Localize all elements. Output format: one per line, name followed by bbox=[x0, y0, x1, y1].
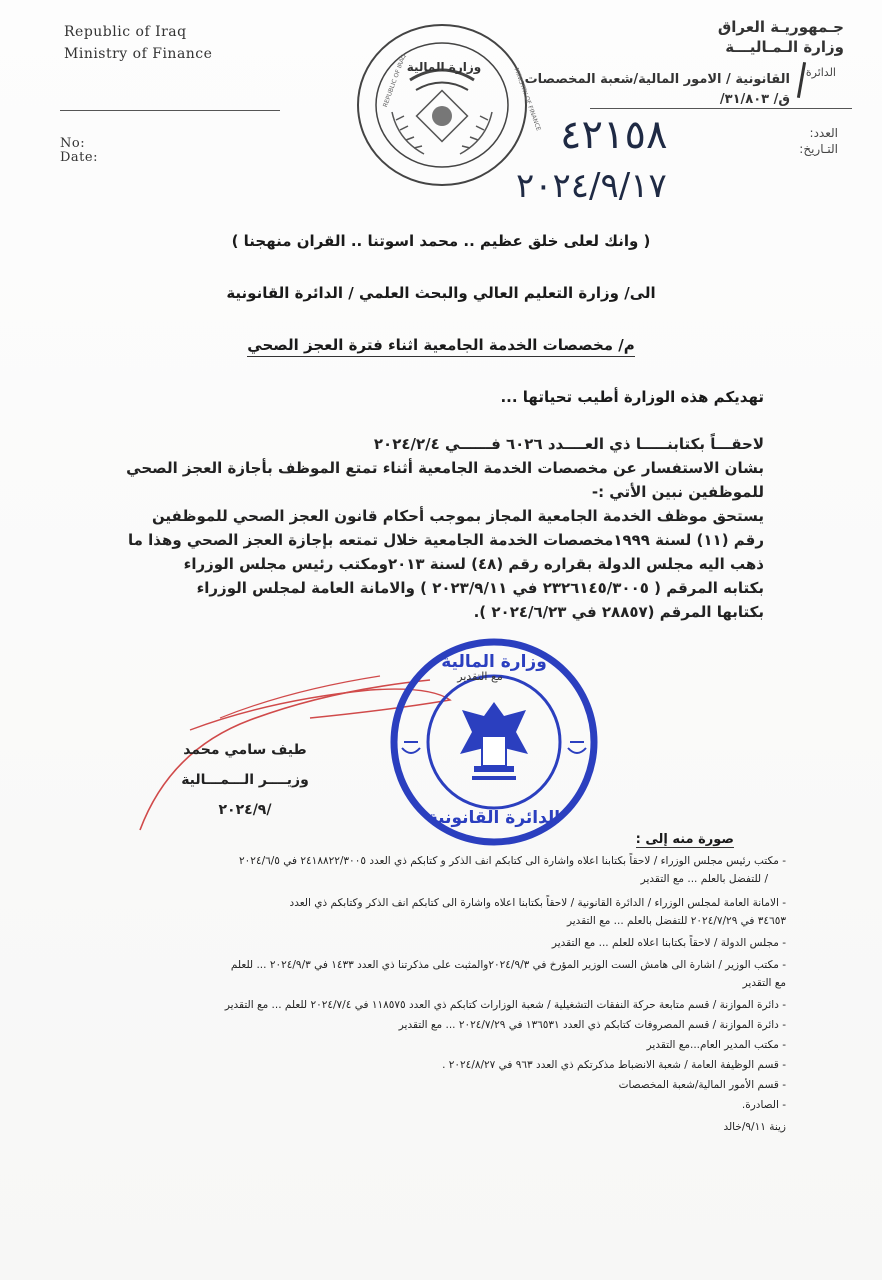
cc-item: مع التقدير bbox=[742, 977, 786, 989]
header-ar-country: جـمهوريـة العراق bbox=[717, 18, 844, 36]
header-ar-dept-value: القانونية / الامور المالية/شعبة المخصصات bbox=[524, 72, 790, 87]
para1-line3: للموظفين نبين الأتي :- bbox=[591, 483, 764, 501]
header-en-ministry: Ministry of Finance bbox=[64, 46, 213, 62]
cc-item: - دائرة الموازنة / قسم متابعة حركة النفقات التشغيلية / شعبة الوزارات كتابكم ذي العدد ١١٨٥٧٥ في ٢٠٢٤/٧/٤ للعلم ... مع التقدير bbox=[224, 999, 786, 1011]
header-ar-dept-label: الدائرة bbox=[805, 66, 836, 79]
header-ar-ref: ق/ ٣١/٨٠٣/ bbox=[719, 92, 790, 107]
letter-greeting: تهديكم هذه الوزارة أطيب تحياتها ... bbox=[500, 388, 764, 406]
emblem-ring-right: MINISTRY OF FINANCE bbox=[512, 67, 542, 132]
letter-body bbox=[100, 432, 764, 624]
cc-item: - مكتب الوزير / اشارة الى هامش الست الوزير المؤرخ في ٢٠٢٤/٩/٣والمثبت على مذكرتنا ذي العدد ١٤٣٣ في ٢٠٢٤/٩/٣ ... للعلم bbox=[230, 959, 786, 971]
letter-recipient: الى/ وزارة التعليم العالي والبحث العلمي / الدائرة القانونية bbox=[226, 284, 656, 302]
cc-heading bbox=[636, 832, 734, 847]
header-ar-no: العدد: bbox=[809, 126, 838, 140]
cc-item: - مجلس الدولة / لاحقاً بكتابنا اعلاه للعلم ... مع التقدير bbox=[551, 937, 786, 949]
para2-line2: رقم (١١) لسنة ١٩٩٩مخصصات الخدمة الجامعية خلال تمتعه بإجازة العجز الصحي وهذا ما bbox=[127, 531, 764, 549]
header-ar-rule bbox=[590, 108, 852, 109]
signature-name: طيف سامي محمد bbox=[183, 742, 307, 758]
header-en-rule bbox=[60, 110, 280, 111]
cc-list bbox=[96, 852, 786, 1136]
stamp-inner-text: مع التقدير bbox=[457, 670, 503, 683]
header-en-country: Republic of Iraq bbox=[64, 24, 187, 40]
header-pen-stroke bbox=[797, 62, 806, 98]
emblem-ring-left: REPUBLIC OF IRAQ bbox=[381, 53, 408, 109]
stamp-top-text: وزارة المالية bbox=[441, 652, 547, 672]
para1-line1: لاحقـــاً بكتابنـــــا ذي العــــدد ٦٠٢٦ فــــــي ٢٠٢٤/٢/٤ bbox=[373, 435, 764, 453]
ministry-emblem bbox=[354, 20, 530, 190]
letter-verse: ( وانك لعلى خلق عظيم .. محمد اسوتنا .. القران منهجنا ) bbox=[231, 232, 651, 250]
header-ar-date: التـاريخ: bbox=[799, 142, 838, 156]
cc-heading-text: صورة منه إلى : bbox=[635, 832, 734, 847]
cc-item: - قسم الأمور المالية/شعبة المخصصات bbox=[618, 1079, 786, 1091]
handwritten-date: ٢٠٢٤/٩/١٧ bbox=[516, 166, 667, 206]
cc-item: / للتفضل بالعلم ... مع التقدير bbox=[640, 873, 768, 885]
header-en-date: Date: bbox=[60, 150, 98, 165]
cc-item: زينة ٩/١١/خالد bbox=[723, 1121, 786, 1133]
para2-line4: بكتابه المرقم ( ٢٣٢٦١٤٥/٣٠٠٥ في ٢٠٢٣/٩/١١ ) والامانة العامة لمجلس الوزراء bbox=[196, 579, 764, 597]
cc-item: - دائرة الموازنة / قسم المصروفات كتابكم ذي العدد ١٣٦٥٣١ في ٢٠٢٤/٧/٢٩ ... مع التقدير bbox=[398, 1019, 786, 1031]
cc-item: - مكتب رئيس مجلس الوزراء / لاحقاً بكتابنا اعلاه واشارة الى كتابكم انف الذكر و كتابكم ذي العدد ٢٤١٨٨٢٢/٣٠٠٥ في ٢٠٢٤/٦/٥ bbox=[239, 855, 786, 867]
para2-line3: ذهب اليه مجلس الدولة بقراره رقم (٤٨) لسنة ٢٠١٣ومكتب رئيس مجلس الوزراء bbox=[183, 555, 764, 573]
para1-line2: بشان الاستفسار عن مخصصات الخدمة الجامعية أثناء تمتع الموظف بأجازة العجز الصحي bbox=[126, 459, 764, 477]
para2-line1: يستحق موظف الخدمة الجامعية المجاز بموجب أحكام قانون العجز الصحي للموظفين bbox=[151, 507, 764, 525]
emblem-center-text: وزارة المالية bbox=[406, 60, 482, 74]
para2-line5: بكتابها المرقم (٢٨٨٥٧ في ٢٠٢٤/٦/٢٣ ). bbox=[473, 603, 764, 621]
cc-item: - قسم الوظيفة العامة / شعبة الانضباط مذكرتكم ذي العدد ٩٦٣ في ٢٠٢٤/٨/٢٧ . bbox=[442, 1059, 786, 1071]
handwritten-number: ٤٢١٥٨ bbox=[560, 112, 668, 158]
header-en-no: No: bbox=[60, 136, 86, 151]
cc-item: - الامانة العامة لمجلس الوزراء / الدائرة القانونية / لاحقاً بكتابنا اعلاه واشارة الى كتابكم انف الذكر وكتابكم ذي العدد bbox=[289, 897, 786, 909]
letter-subject-text: م/ مخصصات الخدمة الجامعية اثناء فترة العجز الصحي bbox=[247, 336, 634, 357]
cc-item: - الصادرة. bbox=[741, 1099, 786, 1111]
signature-date: ٢٠٢٤/٩/ bbox=[218, 802, 272, 818]
header-ar-ministry: وزارة الـمـاليـــة bbox=[725, 38, 844, 56]
cc-item: - مكتب المدير العام...مع التقدير bbox=[646, 1039, 786, 1051]
stamp-bottom-text: الدائرة القانونية bbox=[427, 808, 561, 828]
cc-item: ٣٤٦٥٣ في ٢٠٢٤/٧/٢٩ للتفضل بالعلم ... مع التقدير bbox=[566, 915, 786, 927]
signature-title: وزيــــر الـــمـــالية bbox=[181, 772, 309, 788]
letter-subject bbox=[100, 336, 782, 354]
